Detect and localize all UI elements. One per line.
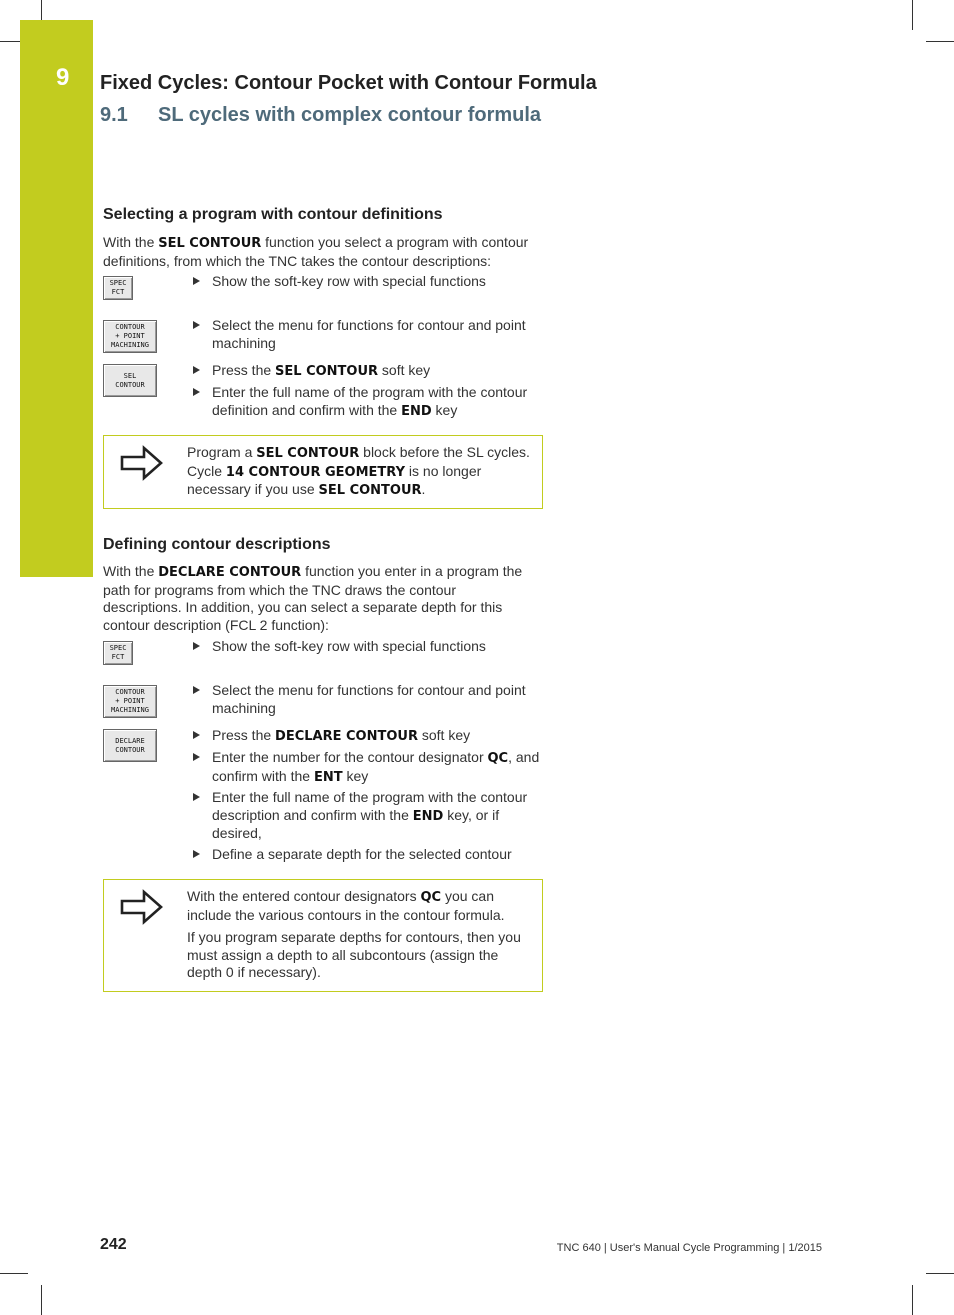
crop-mark [41, 0, 42, 20]
bullet-triangle-icon [193, 366, 200, 374]
note-box [103, 435, 543, 509]
note-arrow-icon [120, 445, 164, 481]
crop-mark [926, 1273, 954, 1274]
crop-mark [0, 1273, 28, 1274]
heading-selecting-program: Selecting a program with contour definitions [103, 206, 443, 223]
bullet-triangle-icon [193, 793, 200, 801]
crop-mark [0, 41, 20, 42]
bullet-triangle-icon [193, 642, 200, 650]
heading-defining-contour: Defining contour descriptions [103, 536, 331, 553]
intro-paragraph: With the DECLARE CONTOUR function you enter in a program the path for programs from which the TNC draws the contour descriptions. In addition, you can select a separate depth for this contour description (FCL 2 function): [103, 563, 523, 633]
section-number: 9.1 [100, 104, 128, 126]
note-text: With the entered contour designators QC you can include the various contours in the contour formula. [187, 888, 505, 923]
step-item: Enter the number for the contour designator QC, and confirm with the ENT key [193, 749, 543, 786]
page-number: 242 [100, 1236, 127, 1253]
crop-mark [912, 0, 913, 30]
softkey-sel-contour[interactable]: SEL CONTOUR [103, 364, 157, 397]
step-item: Enter the full name of the program with the contour description and confirm with the END key, or if desired, [193, 789, 543, 843]
softkey-contour-point-machining[interactable]: CONTOUR + POINT MACHINING [103, 685, 157, 718]
softkey-declare-contour[interactable]: DECLARE CONTOUR [103, 729, 157, 762]
note-arrow-icon [120, 889, 164, 925]
step-item: Define a separate depth for the selected contour [193, 846, 543, 864]
step-item: Press the DECLARE CONTOUR soft key [193, 727, 543, 746]
step-item: Press the SEL CONTOUR soft key [193, 362, 543, 381]
chapter-tab [20, 20, 93, 577]
bullet-triangle-icon [193, 731, 200, 739]
note-text: Program a SEL CONTOUR block before the SL cycles. Cycle 14 CONTOUR GEOMETRY is no longer necessary if you use SEL CONTOUR. [187, 444, 530, 498]
bullet-triangle-icon [193, 277, 200, 285]
step-item: Show the soft-key row with special functions [193, 638, 543, 656]
bullet-triangle-icon [193, 753, 200, 761]
step-item: Enter the full name of the program with the contour definition and confirm with the END key [193, 384, 543, 420]
section-title [100, 104, 541, 127]
chapter-title: Fixed Cycles: Contour Pocket with Contour Formula [100, 72, 597, 94]
softkey-spec-fct[interactable]: SPEC FCT [103, 276, 133, 300]
step-item: Show the soft-key row with special functions [193, 273, 543, 291]
crop-mark [912, 1285, 913, 1315]
bullet-triangle-icon [193, 850, 200, 858]
note-text: If you program separate depths for contours, then you must assign a depth to all subcontours (assign the depth 0 if necessary). [187, 929, 521, 980]
footer-text: TNC 640 | User's Manual Cycle Programming | 1/2015 [556, 1242, 822, 1254]
softkey-contour-point-machining[interactable]: CONTOUR + POINT MACHINING [103, 320, 157, 353]
chapter-number: 9 [56, 64, 70, 91]
intro-paragraph: With the SEL CONTOUR function you select a program with contour definitions, from which the TNC takes the contour descriptions: [103, 234, 529, 269]
bullet-triangle-icon [193, 388, 200, 396]
step-item: Select the menu for functions for contour and point machining [193, 317, 543, 352]
note-box [103, 879, 543, 992]
softkey-spec-fct[interactable]: SPEC FCT [103, 641, 133, 665]
crop-mark [926, 41, 954, 42]
step-item: Select the menu for functions for contour and point machining [193, 682, 543, 717]
section-title-text: SL cycles with complex contour formula [158, 104, 542, 126]
crop-mark [41, 1285, 42, 1315]
bullet-triangle-icon [193, 686, 200, 694]
bullet-triangle-icon [193, 321, 200, 329]
